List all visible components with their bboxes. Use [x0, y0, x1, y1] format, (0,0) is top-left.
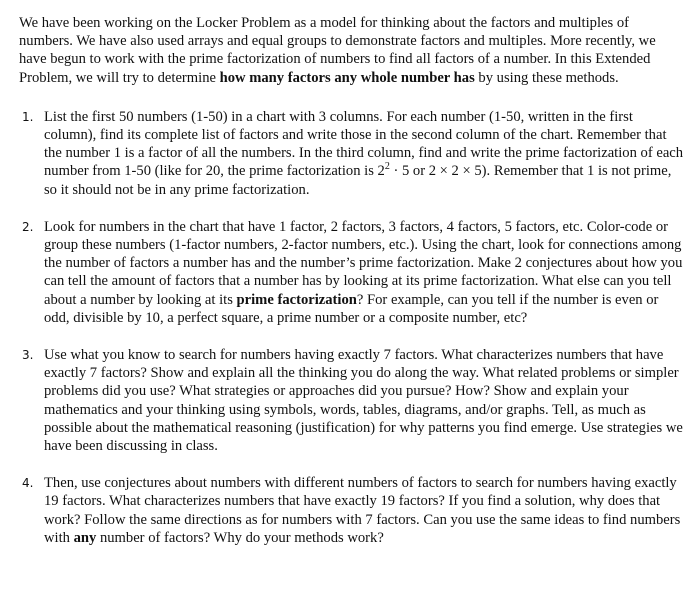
problem-item-2	[19, 218, 686, 327]
item-text	[44, 218, 686, 327]
item-text-part: Use what you know to search for numbers having exactly 7 factors. What characterizes numbers that have exactly 7 factors? Show and explain all the thinking you do along the way. What related problems or simpler problems did you use? What strategies or approaches did you pursue? How? Show and explain your mathematics and your thinking using symbols, words, tables, diagrams, and/or graphs. Tell, as much as possible about the mathematical reasoning (justification) for why patterns you find emerge. Use strategies we have been discussing in class.	[44, 347, 683, 455]
item-emphasis: any	[73, 529, 97, 546]
intro-paragraph	[19, 14, 686, 87]
item-text-part: Then, use conjectures about numbers with different numbers of factors to search for numbers having exactly 19 factors. What characterizes numbers that have exactly 19 factors? If you find a solution, why does that work? Follow the same directions as for numbers with 7 factors. Can you use the same ideas to find numbers with	[44, 475, 681, 546]
item-number: 2.	[22, 219, 34, 234]
problem-item-4	[19, 474, 686, 547]
item-text	[44, 346, 686, 455]
item-text-part: List the first 50 numbers (1-50) in a chart with 3 columns. For each number (1-50, written in the first column), find its complete list of factors and write those in the second column of the chart. Remember that the number 1 is a factor of all the numbers. In the third column, find and write the prime factorization of each number from 1-50 (like for 20, the prime factorization is 2	[44, 108, 684, 180]
problem-list	[19, 108, 686, 547]
item-number: 3.	[22, 348, 34, 363]
intro-text-1: We have been working on the Locker Problem as a model for thinking about the factors and multiples of numbers. We have also used arrays and equal groups to demonstrate factors and multiples. More recently, we have begun to work with the prime factorization of numbers to find all factors of a number. In this Extended Problem, we will try to determine	[19, 15, 656, 86]
intro-text-2: by using these methods.	[474, 69, 619, 86]
item-text	[44, 474, 686, 547]
item-number: 4.	[22, 476, 34, 491]
problem-item-3	[19, 346, 686, 455]
item-text-part: · 5 or 2 × 2 × 5). Remember that 1 is not prime, so it should not be in any prime factorization.	[44, 163, 672, 198]
intro-emphasis: how many factors any whole number has	[219, 69, 475, 86]
exponent: 2	[384, 161, 390, 173]
item-number: 1.	[22, 109, 34, 124]
item-emphasis: prime factorization	[236, 291, 357, 308]
item-text	[44, 108, 686, 199]
item-text-part: Look for numbers in the chart that have 1 factor, 2 factors, 3 factors, 4 factors, 5 factors, etc. Color-code or group these numbers (1-factor numbers, 2-factor numbers, etc.). Using the chart, look for connections among the number of factors a number has and the number’s prime factorization. Make 2 conjectures about how you can tell the amount of factors that a number has by looking at its prime factorization. What else can you tell about a number by looking at its	[44, 218, 683, 308]
item-text-part: ? For example, can you tell if the number is even or odd, divisible by 10, a perfect square, a prime number or a composite number, etc?	[44, 291, 659, 326]
item-text-part: number of factors? Why do your methods work?	[96, 529, 384, 546]
problem-item-1	[19, 108, 686, 199]
